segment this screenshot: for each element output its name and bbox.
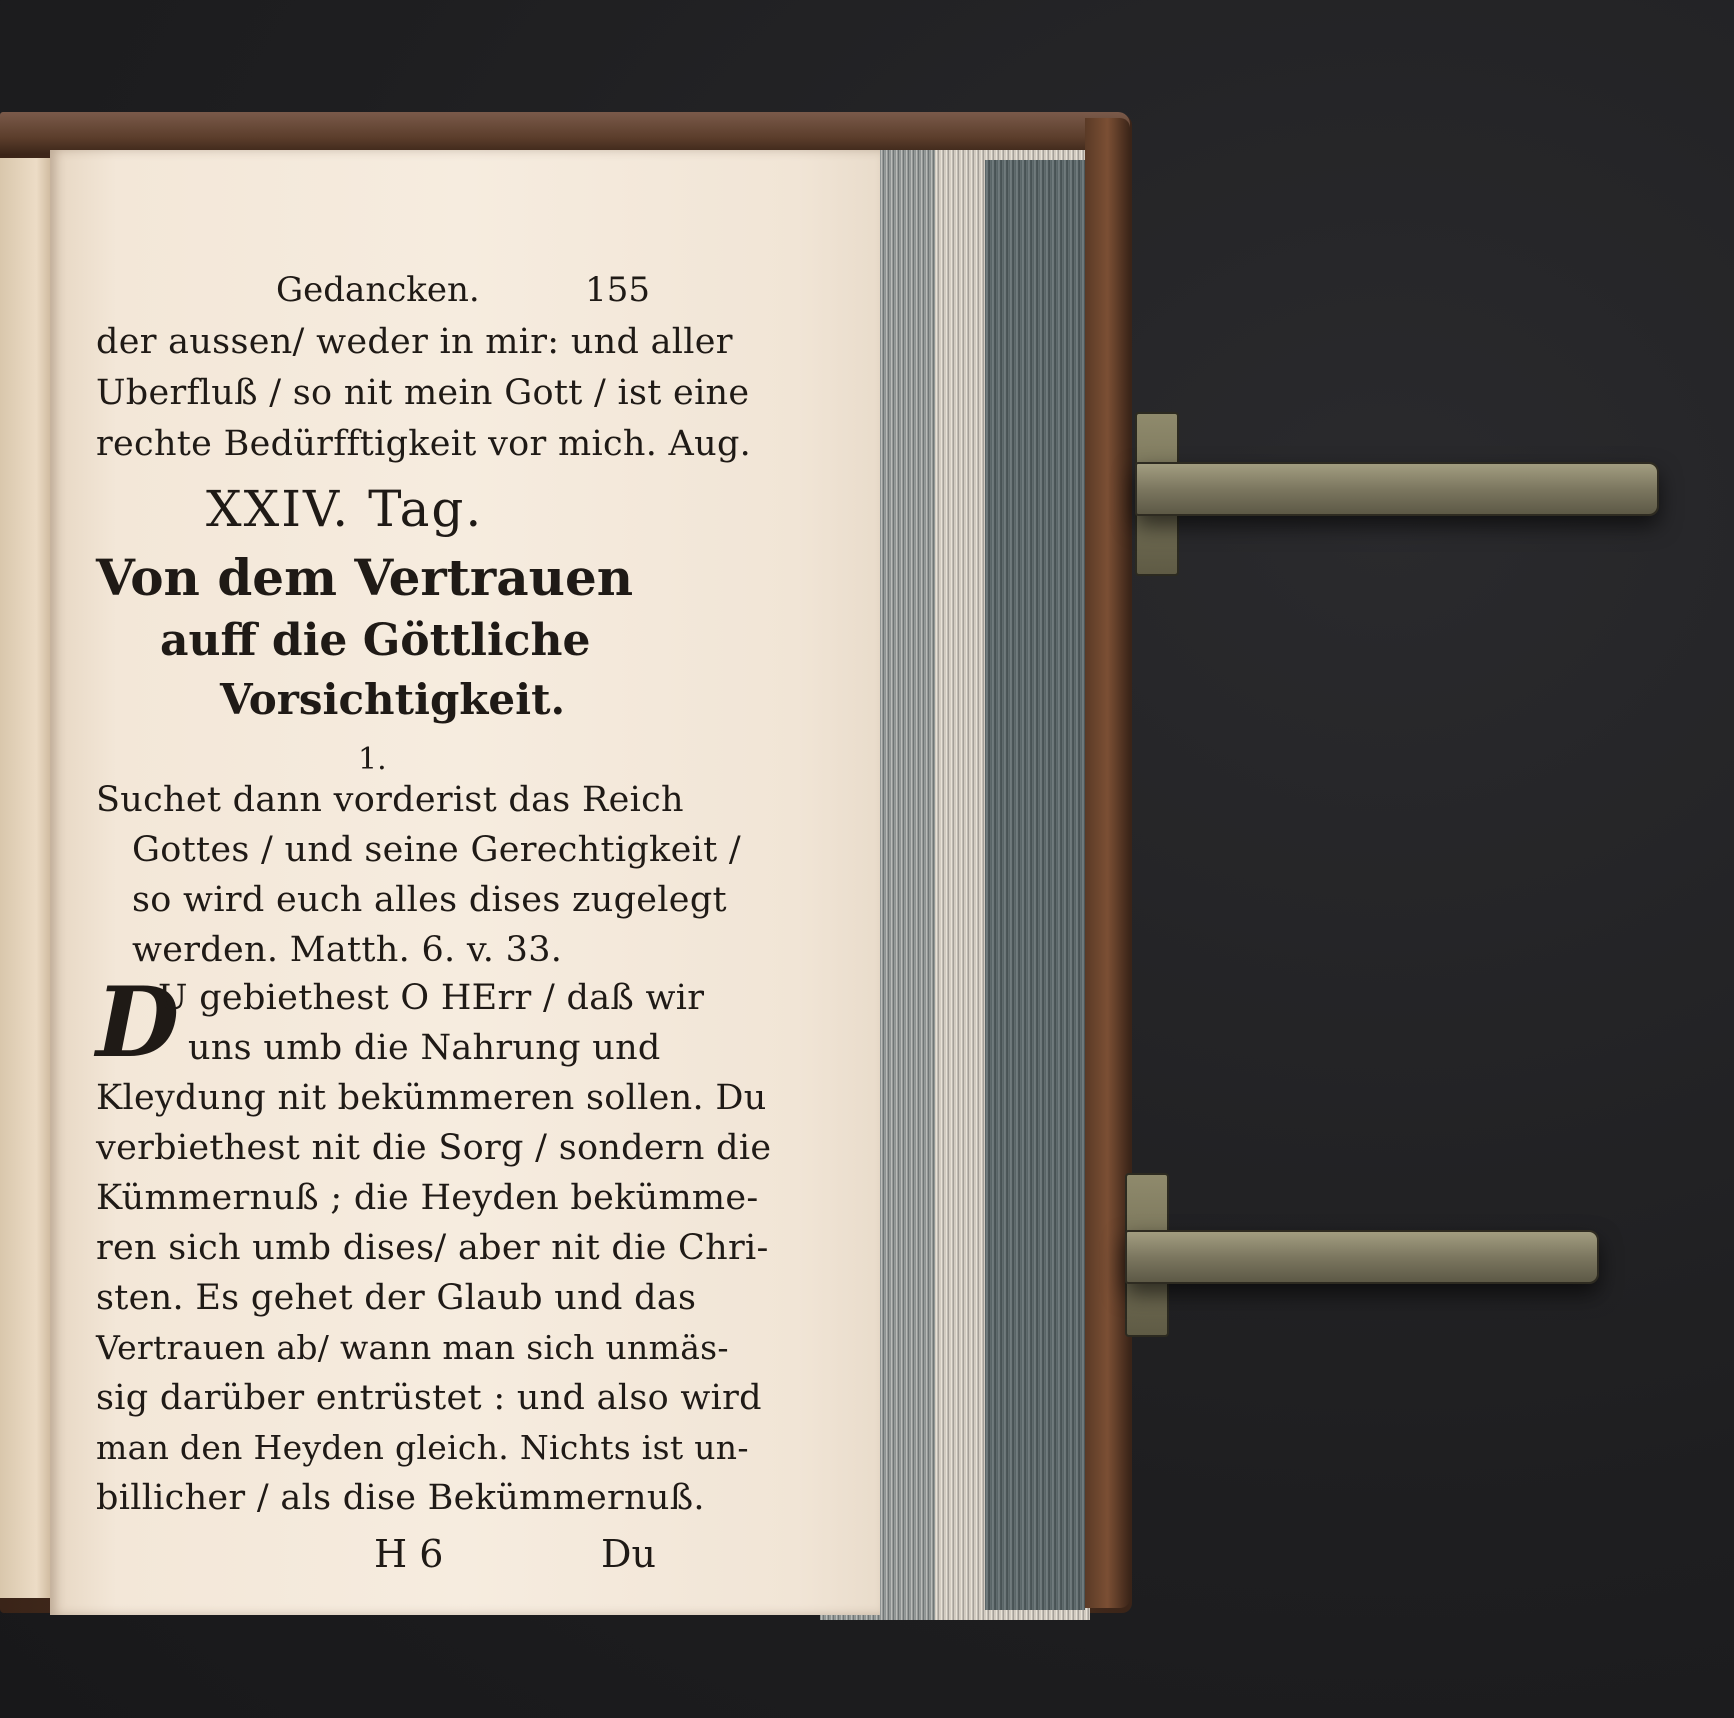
running-head	[96, 270, 656, 314]
chapter-title-line: auff die Göttliche	[160, 615, 591, 666]
chapter-title-line: Von dem Vertrauen	[96, 548, 634, 607]
running-head-title: Gedancken.	[276, 270, 480, 310]
body-line: Vertrauen ab/ wann man sich unmäs-	[96, 1328, 729, 1367]
page-number: 155	[585, 270, 650, 310]
day-heading: XXIV. Tag.	[206, 480, 484, 538]
body-line: sig darüber entrüstet : und also wird	[96, 1378, 762, 1418]
body-line: U gebiethest O HErr / daß wir	[158, 978, 705, 1018]
gilded-page-edges	[985, 160, 1085, 1610]
catchword: Du	[601, 1532, 656, 1576]
text-line: der aussen/ weder in mir: und aller	[96, 322, 733, 362]
body-line: man den Heyden gleich. Nichts ist un-	[96, 1428, 749, 1467]
body-line: Kümmernuß ; die Heyden bekümme-	[96, 1178, 759, 1218]
signature-mark: H 6	[374, 1532, 444, 1576]
chapter-title-line: Vorsichtigkeit.	[220, 675, 566, 724]
text-line: Uberfluß / so nit mein Gott / ist eine	[96, 373, 750, 413]
scripture-line: Gottes / und seine Gerechtigkeit /	[132, 830, 741, 870]
page-footer	[96, 1532, 656, 1576]
body-line: Kleydung nit bekümmeren sollen. Du	[96, 1078, 767, 1118]
body-line: verbiethest nit die Sorg / sondern die	[96, 1128, 772, 1168]
decorated-initial: D	[96, 966, 180, 1079]
body-line: ren sich umb dises/ aber nit die Chri-	[96, 1228, 769, 1268]
body-line: sten. Es gehet der Glaub und das	[96, 1278, 697, 1318]
scripture-line: so wird euch alles dises zugelegt	[132, 880, 727, 920]
lower-clasp-bar	[1125, 1230, 1599, 1284]
scripture-line: werden. Matth. 6. v. 33.	[132, 930, 563, 970]
text-line: rechte Bedürfftigkeit vor mich. Aug.	[96, 424, 752, 464]
upper-clasp-bar	[1135, 462, 1659, 516]
section-number: 1.	[358, 742, 387, 777]
body-line: uns umb die Nahrung und	[188, 1028, 661, 1068]
body-line: billicher / als dise Bekümmernuß.	[96, 1478, 705, 1518]
back-cover-edge	[1085, 118, 1130, 1608]
left-page-sliver	[0, 158, 52, 1598]
book-spine-top-edge	[0, 112, 1130, 154]
scripture-line: Suchet dann vorderist das Reich	[96, 780, 684, 820]
